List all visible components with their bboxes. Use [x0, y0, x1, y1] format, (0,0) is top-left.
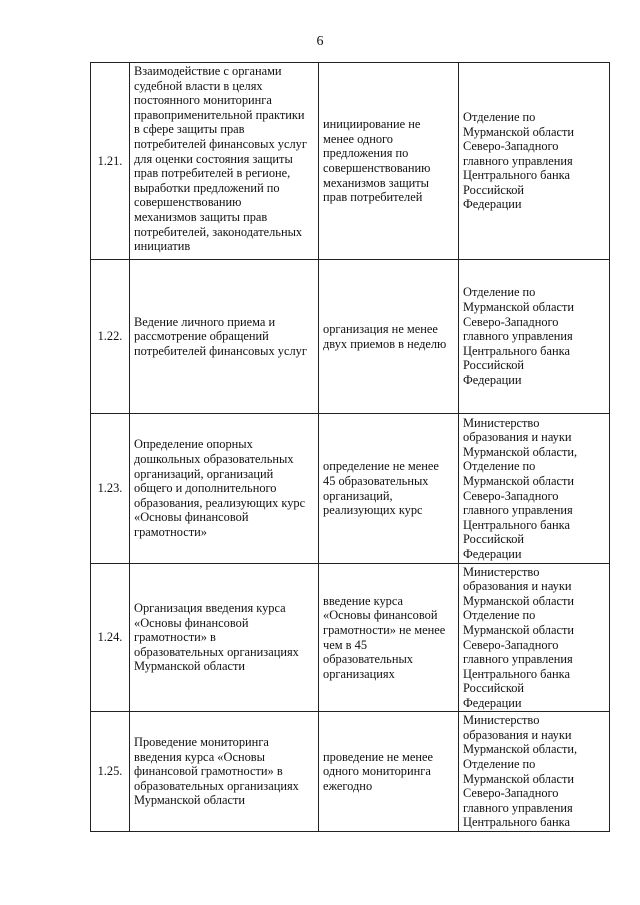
activity-text: Взаимодействие с органами судебной власти в целях постоянного мониторинга правоприменительной практики в сфере защиты прав потребителей финансовых услуг для оценки состояния защиты прав потребителей в регионе, выработки предложений по совершенствованию механизмов защиты прав потребителей, законодательных инициатив [134, 64, 307, 254]
activity-cell [130, 414, 319, 564]
executor-text: Министерство образования и науки Мурманской области Отделение по Мурманской области Северо-Западного главного управления Центрального банка Российской Федерации [463, 564, 575, 710]
indicator-cell [319, 260, 459, 414]
indicator-text: введение курса «Основы финансовой грамотности» не менее чем в 45 образовательных организациях [323, 593, 446, 681]
executor-cell [459, 63, 610, 260]
row-number: 1.22. [91, 260, 130, 414]
executor-text: Отделение по Мурманской области Северо-Западного главного управления Центрального банка Российской Федерации [463, 285, 575, 387]
page-number: 6 [316, 34, 324, 49]
executor-cell [459, 414, 610, 564]
indicator-cell [319, 414, 459, 564]
indicator-text: инициирование не менее одного предложения по совершенствованию механизмов защиты прав потребителей [323, 117, 431, 205]
activity-cell [130, 260, 319, 414]
indicator-text: определение не менее 45 образовательных организаций, реализующих курс [323, 459, 439, 518]
indicator-cell [319, 564, 459, 712]
table-row [91, 63, 610, 260]
executor-cell [459, 712, 610, 832]
indicator-cell [319, 63, 459, 260]
row-number: 1.24. [91, 564, 130, 712]
table-row [91, 564, 610, 712]
executor-cell [459, 260, 610, 414]
executor-cell [459, 564, 610, 712]
executor-text: Министерство образования и науки Мурманской области, Отделение по Мурманской области Северо-Западного главного управления Центрального банка Российской Федерации [463, 415, 578, 561]
indicator-text: проведение не менее одного мониторинга ежегодно [323, 749, 433, 793]
row-number: 1.21. [91, 63, 130, 260]
activity-cell [130, 712, 319, 832]
plan-table [90, 62, 610, 832]
table-row [91, 414, 610, 564]
indicator-cell [319, 712, 459, 832]
executor-text: Министерство образования и науки Мурманской области, Отделение по Мурманской области Северо-Западного главного управления Центрального банка [463, 713, 578, 830]
row-number: 1.25. [91, 712, 130, 832]
activity-text: Определение опорных дошкольных образовательных организаций, организаций общего и дополнительного образования, реализующих курс «Основы финансовой грамотности» [134, 437, 306, 539]
activity-text: Проведение мониторинга введения курса «Основы финансовой грамотности» в образовательных организациях Мурманской области [134, 735, 299, 808]
activity-cell [130, 564, 319, 712]
table-row [91, 260, 610, 414]
row-number: 1.23. [91, 414, 130, 564]
activity-cell [130, 63, 319, 260]
activity-text: Ведение личного приема и рассмотрение обращений потребителей финансовых услуг [134, 314, 307, 358]
table-row [91, 712, 610, 832]
indicator-text: организация не менее двух приемов в неделю [323, 321, 447, 351]
activity-text: Организация введения курса «Основы финансовой грамотности» в образовательных организациях Мурманской области [134, 601, 299, 674]
executor-text: Отделение по Мурманской области Северо-Западного главного управления Центрального банка Российской Федерации [463, 109, 575, 212]
